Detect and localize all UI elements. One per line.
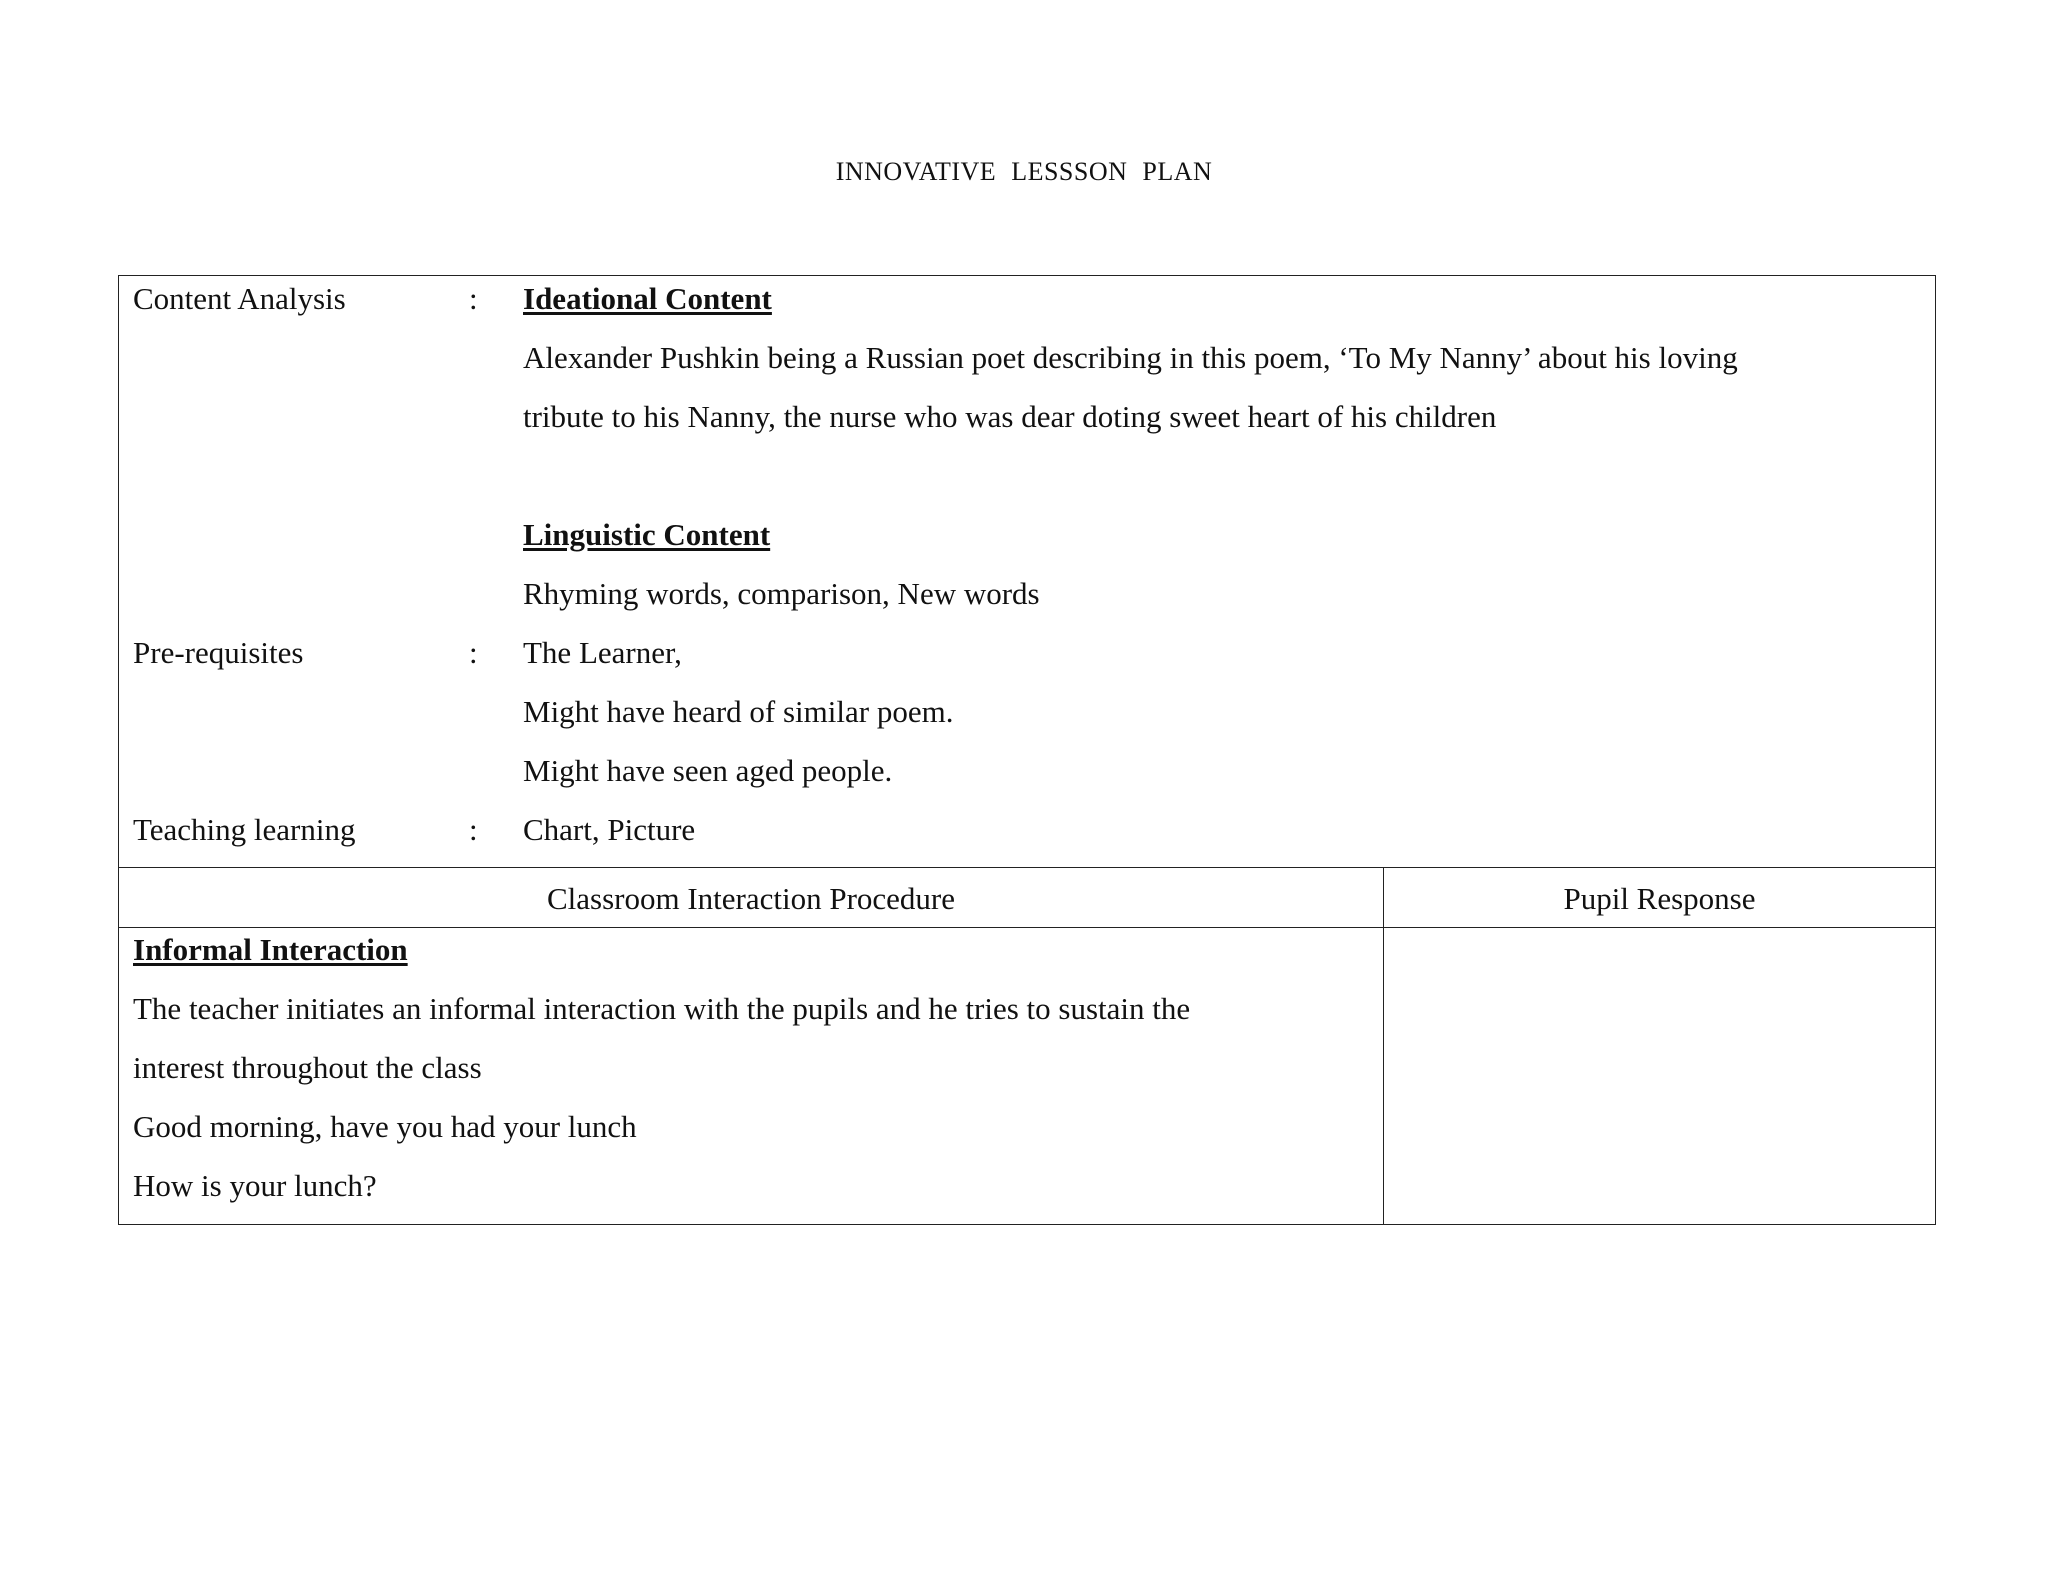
prerequisites-label: Pre-requisites xyxy=(133,635,304,670)
content-analysis-colon: : xyxy=(469,281,478,316)
ideational-text-line: tribute to his Nanny, the nurse who was dear doting sweet heart of his children xyxy=(523,399,1497,434)
prerequisites-colon: : xyxy=(469,635,478,670)
ideational-text-line: Alexander Pushkin being a Russian poet describing in this poem, ‘To My Nanny’ about his loving xyxy=(523,340,1738,375)
linguistic-content-heading: Linguistic Content xyxy=(523,517,771,552)
procedure-line: The teacher initiates an informal interaction with the pupils and he tries to sustain the xyxy=(133,991,1191,1026)
lesson-plan-table xyxy=(118,275,1936,1225)
prerequisite-line: Might have heard of similar poem. xyxy=(523,694,954,729)
procedure-line: How is your lunch? xyxy=(133,1168,377,1203)
procedure-line: interest throughout the class xyxy=(133,1050,482,1085)
table-divider xyxy=(119,867,1935,868)
pupil-response-column-header: Pupil Response xyxy=(1563,881,1756,916)
content-analysis-label: Content Analysis xyxy=(133,281,346,316)
teaching-learning-colon: : xyxy=(469,812,478,847)
prerequisite-line: Might have seen aged people. xyxy=(523,753,893,788)
linguistic-content-text: Rhyming words, comparison, New words xyxy=(523,576,1040,611)
procedure-line: Good morning, have you had your lunch xyxy=(133,1109,637,1144)
ideational-content-heading: Ideational Content xyxy=(523,281,772,316)
teaching-learning-value: Chart, Picture xyxy=(523,812,696,847)
teaching-learning-label: Teaching learning xyxy=(133,812,356,847)
informal-interaction-heading: Informal Interaction xyxy=(133,932,408,967)
document-title: INNOVATIVE LESSSON PLAN xyxy=(835,157,1213,186)
prerequisite-line: The Learner, xyxy=(523,635,682,670)
procedure-column-header: Classroom Interaction Procedure xyxy=(546,881,956,916)
